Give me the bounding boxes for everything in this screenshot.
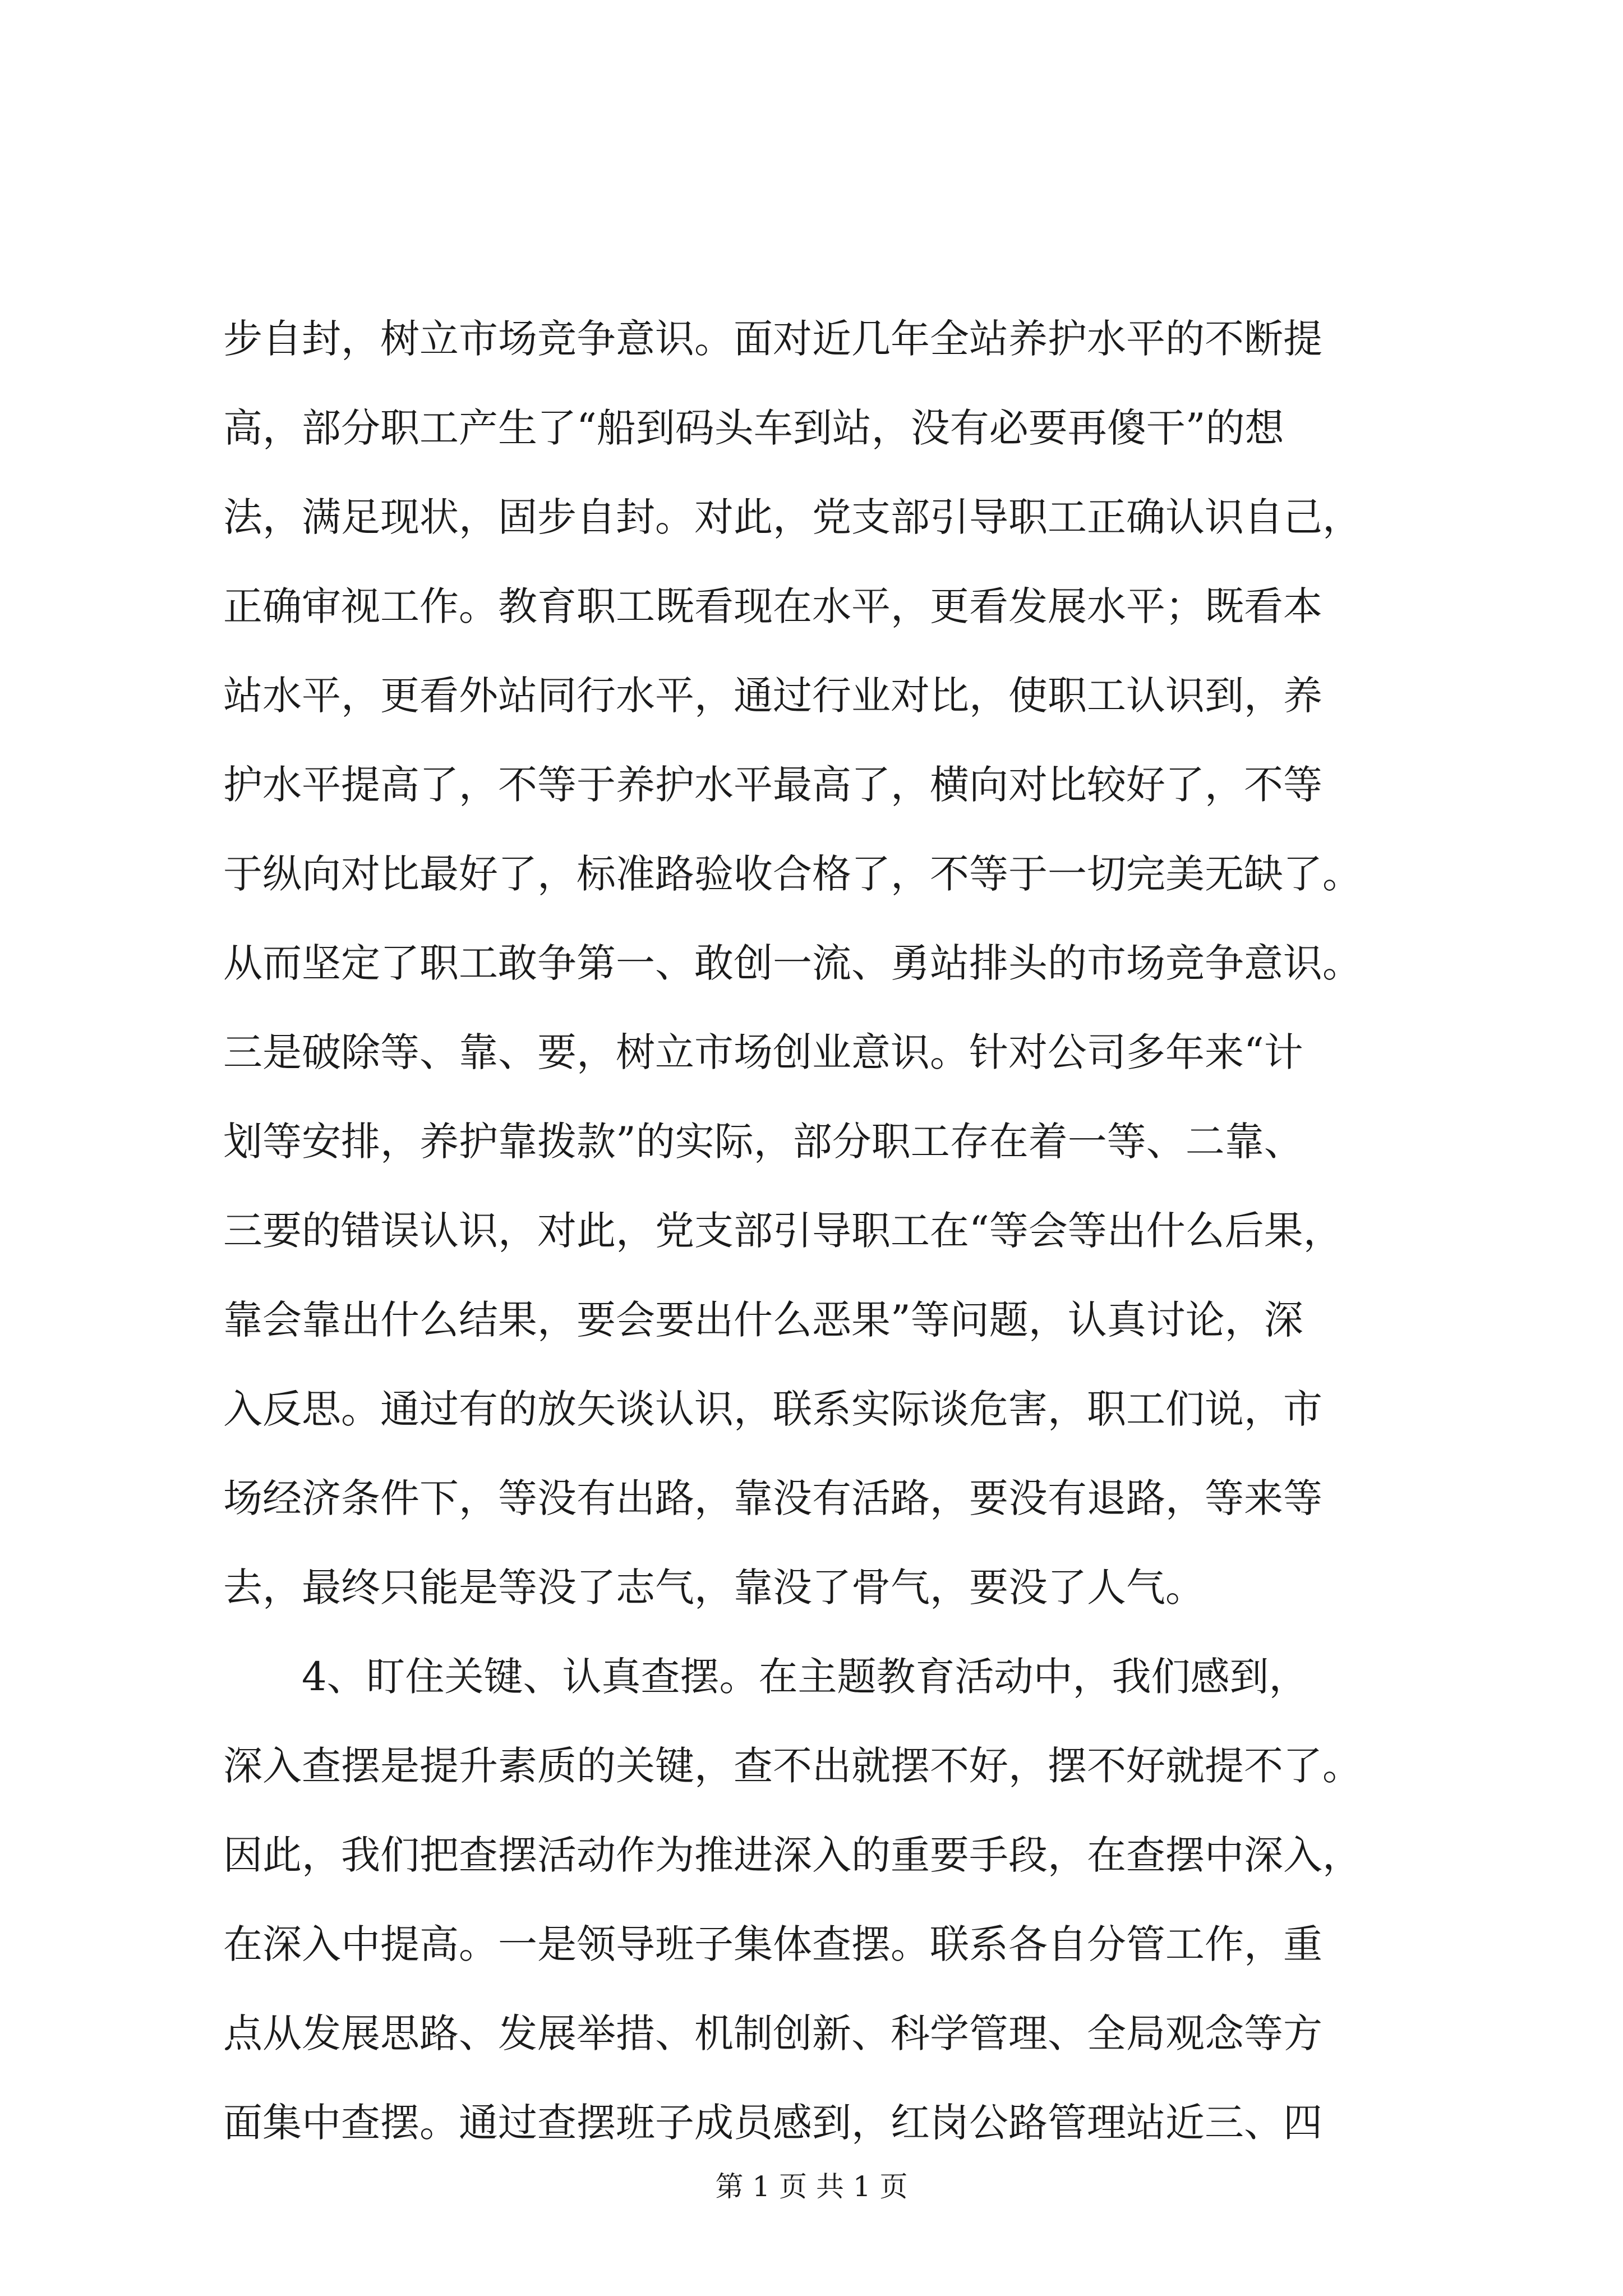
text-line: 面集中查摆。通过查摆班子成员感到，红岗公路管理站近三、四 xyxy=(223,2100,1322,2146)
text-line: 在深入中提高。一是领导班子集体查摆。联系各自分管工作，重 xyxy=(223,1921,1322,1967)
text-line: 高，部分职工产生了“船到码头车到站，没有必要再傻干”的想 xyxy=(223,405,1284,451)
text-line: 4、盯住关键、认真查摆。在主题教育活动中，我们感到， xyxy=(223,1654,1308,1700)
text-line: 场经济条件下，等没有出路，靠没有活路，要没有退路，等来等 xyxy=(223,1475,1322,1521)
text-line: 去，最终只能是等没了志气，靠没了骨气，要没了人气。 xyxy=(223,1565,1205,1611)
text-line: 点从发展思路、发展举措、机制创新、科学管理、全局观念等方 xyxy=(223,2010,1322,2056)
text-line: 于纵向对比最好了，标准路验收合格了，不等于一切完美无缺了。 xyxy=(223,851,1362,897)
text-line: 靠会靠出什么结果，要会要出什么恶果”等问题，认真讨论，深 xyxy=(223,1297,1303,1343)
text-line: 护水平提高了，不等于养护水平最高了，横向对比较好了，不等 xyxy=(223,762,1322,808)
text-line: 因此，我们把查摆活动作为推进深入的重要手段，在查摆中深入， xyxy=(223,1832,1362,1878)
text-line: 三要的错误认识，对此，党支部引导职工在“等会等出什么后果， xyxy=(223,1208,1343,1254)
text-line: 划等安排，养护靠拨款”的实际，部分职工存在着一等、二靠、 xyxy=(223,1119,1303,1165)
text-line: 站水平，更看外站同行水平，通过行业对比，使职工认识到，养 xyxy=(223,673,1322,719)
page-number: 第 1 页 共 1 页 xyxy=(715,2170,908,2203)
text-line: 深入查摆是提升素质的关键，查不出就摆不好，摆不好就提不了。 xyxy=(223,1743,1362,1789)
text-line: 从而坚定了职工敢争第一、敢创一流、勇站排头的市场竞争意识。 xyxy=(223,940,1362,986)
text-line: 入反思。通过有的放矢谈认识，联系实际谈危害，职工们说，市 xyxy=(223,1386,1322,1432)
page-footer xyxy=(0,2170,1623,2203)
text-line: 三是破除等、靠、要，树立市场创业意识。针对公司多年来“计 xyxy=(223,1029,1303,1075)
text-line: 法，满足现状，固步自封。对此，党支部引导职工正确认识自己， xyxy=(223,494,1362,540)
text-line: 步自封，树立市场竞争意识。面对近几年全站养护水平的不断提 xyxy=(223,316,1322,362)
text-line: 正确审视工作。教育职工既看现在水平，更看发展水平；既看本 xyxy=(223,583,1322,629)
body-text xyxy=(223,295,1401,2168)
